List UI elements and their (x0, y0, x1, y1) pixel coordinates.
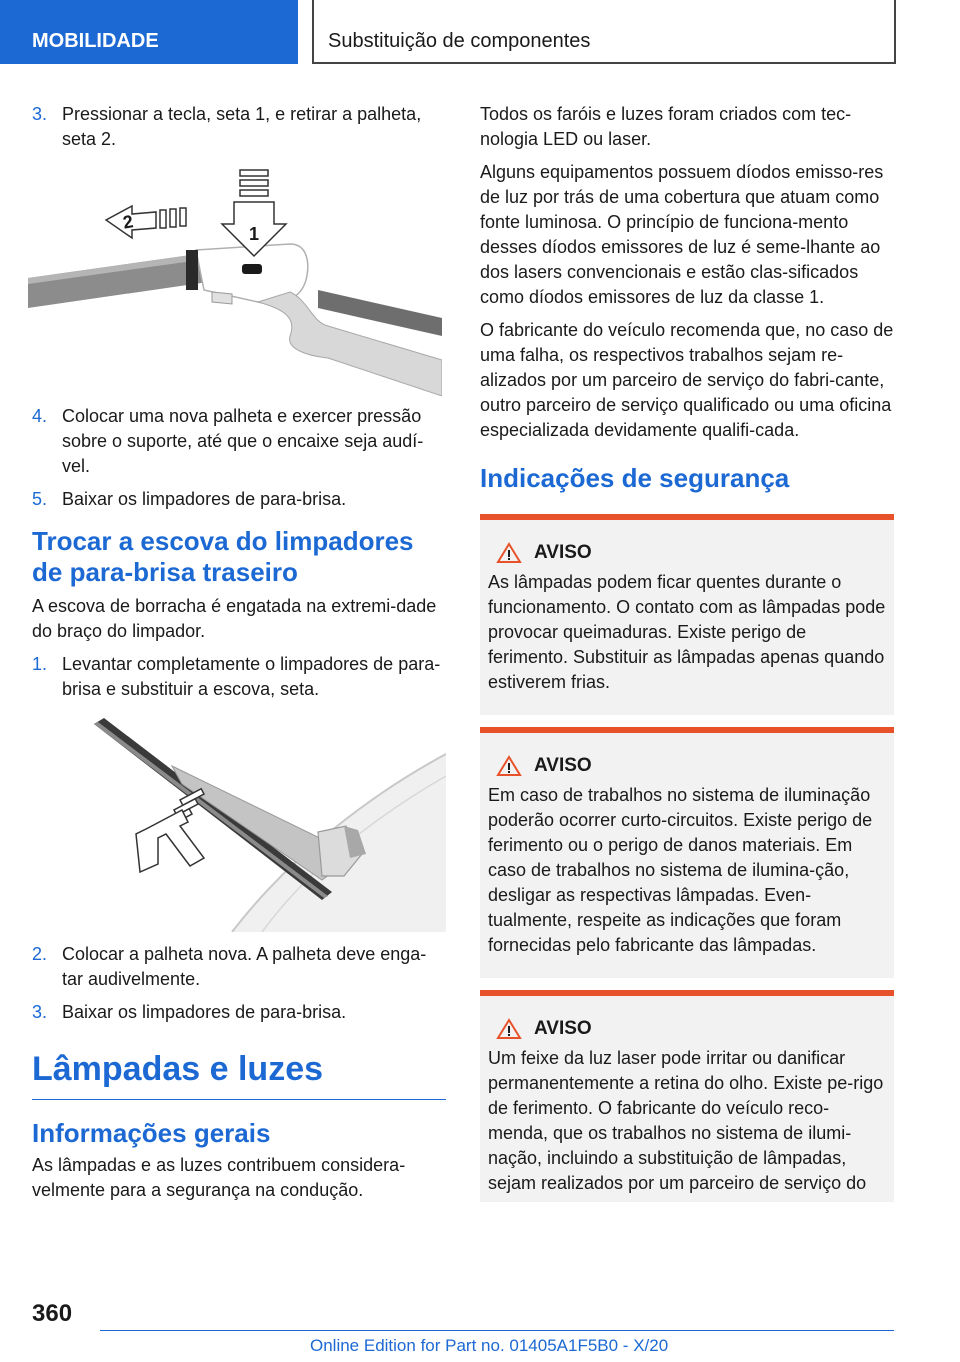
chapter-title: Lâmpadas e luzes (32, 1049, 446, 1100)
subsection-text: As lâmpadas e as luzes contribuem considera-velmente para a segurança na condução. (32, 1155, 406, 1200)
page-header (312, 0, 896, 64)
figure-wiper-release (28, 160, 442, 396)
step-number: 5. (32, 489, 48, 509)
subsection-title: Informações gerais (32, 1118, 271, 1148)
section-label: MOBILIDADE (32, 30, 159, 52)
steps-list (32, 404, 446, 512)
step-item (32, 942, 446, 992)
page-header-title: Substituição de componentes (328, 30, 591, 52)
step-item (32, 1000, 446, 1025)
step-item (32, 102, 446, 152)
section-intro: A escova de borracha é engatada na extremi-dade do braço do limpador. (32, 596, 437, 641)
step-text: Colocar a palheta nova. A palheta deve enga-tar audivelmente. (62, 944, 427, 989)
warning-box (480, 727, 894, 978)
warning-label: AVISO (534, 542, 592, 563)
step-number: 3. (32, 1002, 48, 1022)
warning-header (496, 542, 886, 564)
step-item (32, 652, 446, 702)
paragraph: Todos os faróis e luzes foram criados com tec-nologia LED ou laser. (480, 104, 852, 149)
warning-triangle-icon (496, 755, 522, 777)
warning-header (496, 755, 886, 777)
arrow-2-label: 2 (121, 211, 135, 233)
left-column (32, 102, 446, 1211)
step-item (32, 487, 446, 512)
warning-label: AVISO (534, 755, 592, 776)
page-number: 360 (32, 1300, 73, 1327)
warning-box (480, 990, 894, 1202)
step-item (32, 404, 446, 479)
step-text: Baixar os limpadores de para-brisa. (62, 489, 347, 509)
warning-text: Um feixe da luz laser pode irritar ou danificar permanentemente a retina do olho. Existe pe-rigo de ferimento. O fabricante do veículo reco-menda, que os trabalhos no sistema de ilumi-nação, incluindo a substituição de lâmpadas, sejam realizados por um parceiro de serviço do (488, 1048, 884, 1193)
wiper-release-illustration (28, 160, 442, 396)
section-tab (0, 0, 298, 64)
paragraph: O fabricante do veículo recomenda que, no caso de uma falha, os respectivos trabalhos sejam re-alizados por um parceiro de serviço do fabri-cante, outro parceiro de serviço qualificado ou uma oficina especializada devidamente qualifi-cada. (480, 320, 894, 440)
step-number: 4. (32, 406, 48, 426)
step-number: 3. (32, 104, 48, 124)
step-number: 1. (32, 654, 48, 674)
step-text: Pressionar a tecla, seta 1, e retirar a palheta, seta 2. (62, 104, 422, 149)
arrow-1-label: 1 (248, 224, 260, 244)
safety-title: Indicações de segurança (480, 463, 790, 493)
section-title-rear-wiper: Trocar a escova do limpadores de para-brisa traseiro (32, 526, 414, 587)
warning-triangle-icon (496, 1018, 522, 1040)
warning-label: AVISO (534, 1018, 592, 1039)
warning-text: Em caso de trabalhos no sistema de iluminação poderão ocorrer curto-circuitos. Existe perigo de ferimento ou o perigo de danos materiais. Em caso de trabalhos no sistema de ilumina-ção, desligar as respectivas lâmpadas. Even-tualmente, respeite as indicações que foram fornecidas pelo fabricante das lâmpadas. (488, 785, 873, 955)
figure-rear-wiper (32, 714, 446, 932)
step-number: 2. (32, 944, 48, 964)
rear-wiper-illustration (32, 714, 446, 932)
warning-triangle-icon (496, 542, 522, 564)
right-column (480, 102, 894, 1214)
paragraph: Alguns equipamentos possuem díodos emisso-res de luz por trás de uma cobertura que atuam como fonte luminosa. O princípio de funciona-mento desses díodos emissores de luz é seme-lhante ao dos lasers convencionais e estão clas-sificados como díodos emissores de luz da classe 1. (480, 162, 884, 307)
footer-divider (100, 1330, 894, 1331)
warning-text: As lâmpadas podem ficar quentes durante o funcionamento. O contato com as lâmpadas pode provocar queimaduras. Existe perigo de ferimento. Substituir as lâmpadas apenas quando estiverem frias. (488, 572, 886, 692)
step-text: Baixar os limpadores de para-brisa. (62, 1002, 347, 1022)
step-text: Levantar completamente o limpadores de para-brisa e substituir a escova, seta. (62, 654, 441, 699)
footer-edition: Online Edition for Part no. 01405A1F5B0 - X/20 (310, 1336, 669, 1355)
steps-list (32, 942, 446, 1025)
warning-header (496, 1018, 886, 1040)
warning-box (480, 514, 894, 715)
step-text: Colocar uma nova palheta e exercer pressão sobre o suporte, até que o encaixe seja audí-vel. (62, 406, 424, 476)
